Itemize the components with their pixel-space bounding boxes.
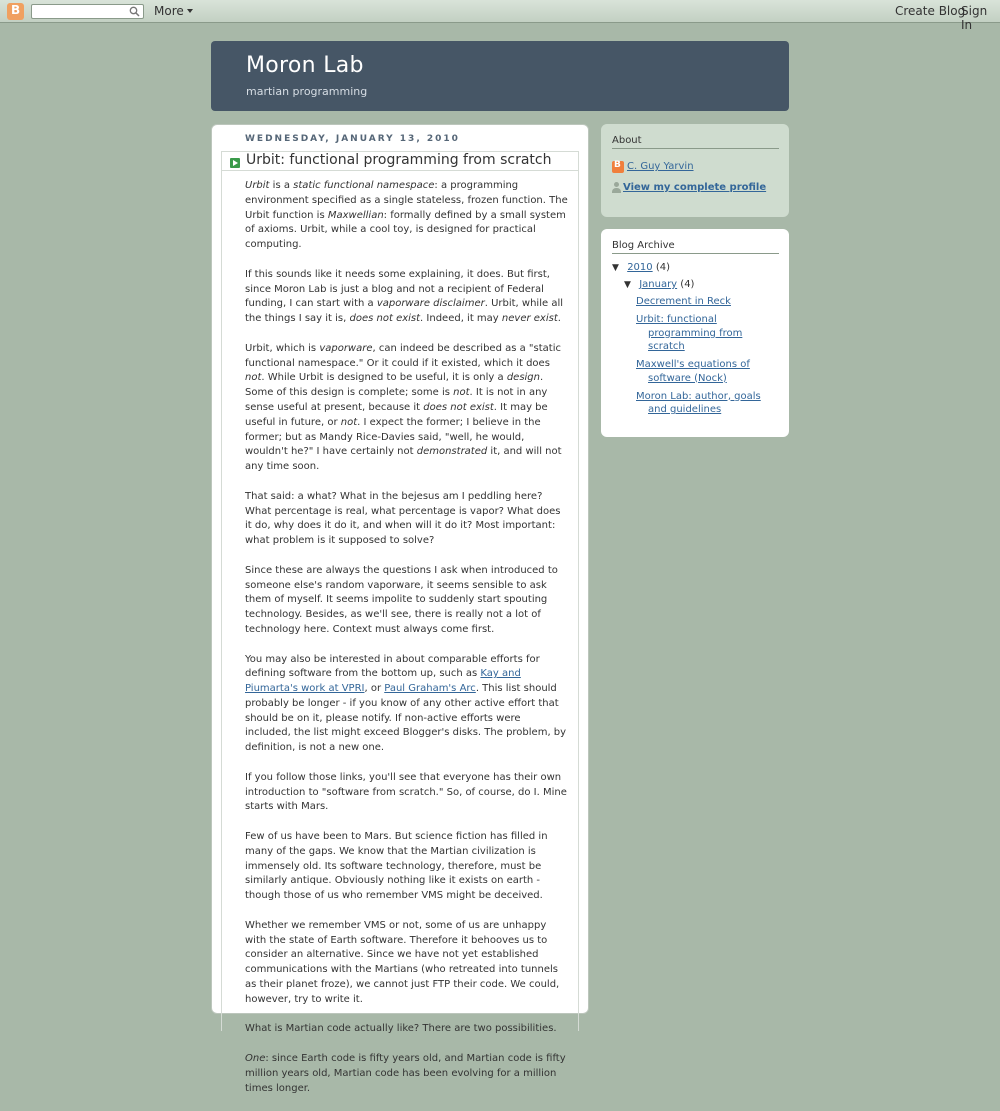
- about-heading: About: [612, 135, 779, 149]
- post-date: WEDNESDAY, JANUARY 13, 2010: [245, 134, 460, 144]
- blog-title[interactable]: Moron Lab: [246, 53, 364, 78]
- post-emphasis: vaporware disclaimer: [376, 298, 485, 310]
- blog-header: [211, 41, 789, 111]
- caret-down-icon: [187, 9, 193, 13]
- post-paragraph: [245, 1052, 569, 1096]
- post-text: If you follow those links, you'll see that everyone has their own introduction to "software from scratch." So, of course, do I. Mine starts with Mars.: [245, 771, 567, 813]
- post-text: is a: [269, 180, 294, 191]
- post-emphasis: does not exist: [423, 401, 494, 413]
- post-paragraph: [245, 1022, 569, 1037]
- archive-post-link[interactable]: Maxwell's equations of software (Nock): [636, 359, 750, 384]
- sign-in-link[interactable]: Sign In: [961, 4, 988, 32]
- post-text: .: [557, 313, 561, 325]
- post-text: . Some of this design is complete; some is: [245, 372, 544, 399]
- post-text: . It is not in any sense useful at present, because it: [245, 387, 548, 413]
- post-emphasis: not: [340, 416, 358, 428]
- blogger-navbar: [0, 0, 1000, 32]
- view-profile-link[interactable]: View my complete profile: [623, 182, 767, 193]
- post-paragraph: [245, 919, 569, 1008]
- create-blog-link[interactable]: Create Blog: [895, 4, 966, 18]
- archive-year-link[interactable]: 2010: [627, 262, 653, 273]
- post-emphasis: demonstrated: [416, 446, 488, 458]
- post-paragraph: [245, 179, 569, 253]
- post-paragraph: [245, 830, 569, 904]
- post-paragraph: [245, 342, 569, 475]
- collapse-month-toggle-icon[interactable]: ▼: [624, 280, 631, 290]
- post-emphasis: does not exist: [349, 313, 421, 325]
- post-text: . This list should probably be longer - if you know of any other active effort that should be on it, please notify. If non-active efforts were included, the list might exceed Blogger's disks. The problem, by definition, is not a new one.: [245, 683, 567, 754]
- post-emphasis: One: [245, 1053, 266, 1065]
- post-title-bar: [222, 152, 578, 171]
- archive-year-count: (4): [655, 262, 670, 273]
- profile-name-link[interactable]: C. Guy Yarvin: [627, 161, 694, 172]
- archive-heading: Blog Archive: [612, 240, 779, 254]
- more-label: More: [154, 4, 184, 18]
- archive-year-row: [612, 262, 670, 273]
- blog-archive-widget: [601, 229, 789, 437]
- post-emphasis: static functional namespace: [293, 180, 435, 191]
- post-paragraph: [245, 490, 569, 549]
- blog-description: martian programming: [246, 85, 368, 98]
- more-menu[interactable]: [154, 4, 193, 18]
- blogger-profile-icon: [612, 161, 624, 173]
- archive-month-row: [624, 279, 694, 290]
- post-text: : formally defined by a small system of axioms. Urbit, while a cool toy, is designed for practical computing.: [245, 209, 566, 251]
- post-text: . Urbit, while all the things I say it is,: [245, 298, 563, 325]
- post-text: That said: a what? What in the bejesus am I peddling here? What percentage is real, what percentage is vapor? What does it do, why does it do it, and when will it do it? Most important: what problem is it supposed to solve?: [245, 490, 561, 547]
- post-paragraph: [245, 771, 569, 815]
- about-widget: [601, 124, 789, 217]
- archive-post-list: [636, 295, 781, 421]
- post-emphasis: vaporware: [319, 342, 373, 354]
- post-emphasis: Maxwellian: [327, 209, 384, 221]
- post-text: it, and will not any time soon.: [245, 446, 562, 473]
- post-emphasis: design: [506, 372, 540, 384]
- post-text: What is Martian code actually like? There are two possibilities.: [245, 1023, 557, 1035]
- post-text: . I expect the former; I believe in the former; but as Mandy Rice-Davies said, "well, he would, wouldn't he?" I have certainly not: [245, 416, 541, 458]
- post-text: Whether we remember VMS or not, some of us are unhappy with the state of Earth software. Therefore it behooves us to consider an alternative. Since we have not yet established communications with the Martians (who retreated into tunnels as their planet froze), we cannot just FTP their code. We could, however, try to write it.: [245, 919, 560, 1005]
- post-emphasis: not: [453, 387, 470, 399]
- post-text: : since Earth code is fifty years old, and Martian code is fifty million years old, Martian code has been evolving for a million times longer.: [245, 1053, 566, 1094]
- post-link[interactable]: Paul Graham's Arc: [384, 683, 476, 695]
- post-link[interactable]: Kay and Piumarta's work at VPRI: [245, 668, 521, 695]
- post-text: . While Urbit is designed to be useful, it is only a: [261, 372, 507, 384]
- post-text: Few of us have been to Mars. But science fiction has filled in many of the gaps. We know that the Martian civilization is immensely old. Its software technology, therefore, must be similarly antique. Obviously nothing like it exists on earth - though those of us who remember VMS might be deceived.: [245, 831, 548, 902]
- post-text: , can indeed be described as a "static functional namespace." Or it could if it existed, which it does: [245, 342, 561, 369]
- post-title[interactable]: Urbit: functional programming from scratch: [246, 152, 552, 168]
- archive-month-count: (4): [680, 279, 695, 290]
- archive-month-link[interactable]: January: [639, 279, 678, 290]
- archive-post-link[interactable]: Urbit: functional programming from scratch: [636, 314, 743, 352]
- arrow-right-icon: [230, 158, 240, 168]
- post-text: Urbit, which is: [245, 342, 320, 354]
- post-paragraph: [245, 564, 569, 638]
- post-body: [245, 179, 569, 1111]
- post-text: . Indeed, it may: [420, 313, 502, 325]
- post-emphasis: never exist: [501, 313, 558, 325]
- person-icon: [612, 182, 621, 194]
- post-paragraph: [245, 268, 569, 327]
- post-emphasis: not: [245, 372, 262, 384]
- post-text: Since these are always the questions I ask when introduced to someone else's random vaporware, it seems sensible to ask them of myself. It seems impolite to suddenly start spouting technology. Besides, as we'll see, there is really not a lot of technology here. Context must always come first.: [245, 564, 558, 635]
- main-column: [211, 124, 589, 1094]
- post-paragraph: [245, 653, 569, 757]
- post-emphasis: Urbit: [245, 180, 270, 191]
- post-text: , or: [364, 683, 385, 695]
- blogger-logo-icon[interactable]: [7, 3, 24, 20]
- collapse-year-toggle-icon[interactable]: ▼: [612, 263, 619, 273]
- post-text: . It may be useful in future, or: [245, 401, 548, 428]
- post-text: If this sounds like it needs some explaining, it does. But first, since Moron Lab is just a blog and not a recipient of Federal funding, I can start with a: [245, 268, 550, 310]
- post-text: You may also be interested in about comparable efforts for defining software from the bottom up, such as: [245, 653, 540, 680]
- archive-post-link[interactable]: Decrement in Reck: [636, 296, 731, 307]
- search-input[interactable]: [31, 4, 144, 19]
- archive-post-link[interactable]: Moron Lab: author, goals and guidelines: [636, 390, 761, 415]
- post-text: : a programming environment specified as a single stateless, frozen function. The Urbit function is: [245, 180, 568, 221]
- search-icon[interactable]: [129, 6, 140, 17]
